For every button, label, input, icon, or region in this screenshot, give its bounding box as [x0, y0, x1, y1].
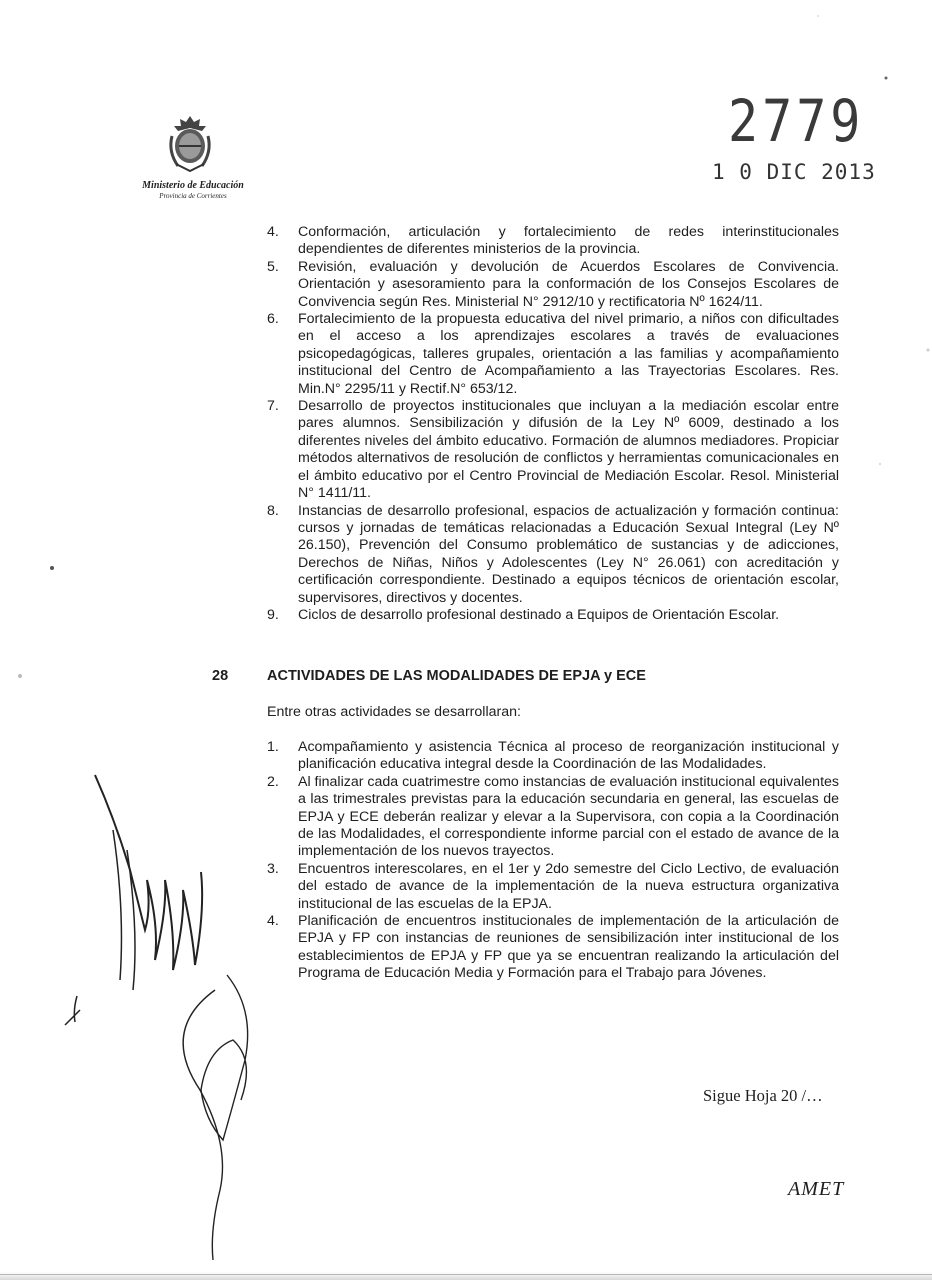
item-number: 1.	[267, 739, 279, 755]
continues-note: Sigue Hoja 20 /…	[703, 1086, 823, 1105]
item-text: Revisión, evaluación y devolución de Acuerdos Escolares de Convivencia. Orientación y asesoramiento para la conformación de los Consejos Escolares de Convivencia según Res. Ministerial N° 2912/10 y rectificatoria Nº 1624/11.	[298, 258, 839, 310]
item-number: 2.	[267, 773, 279, 790]
list-item	[267, 607, 839, 624]
section-intro: Entre otras actividades se desarrollaran:	[267, 704, 521, 720]
item-number: 7.	[267, 398, 279, 415]
provincial-seal-icon	[166, 114, 214, 174]
section-title: ACTIVIDADES DE LAS MODALIDADES DE EPJA y ECE	[267, 668, 646, 684]
list-item	[267, 739, 839, 774]
list-item	[267, 913, 839, 983]
list-item	[267, 503, 839, 607]
item-number: 3.	[267, 860, 279, 877]
handwritten-signature	[55, 760, 275, 1260]
item-number: 6.	[267, 311, 279, 328]
initials-stamp: AMET	[788, 1178, 845, 1200]
date-stamp: 1 0 DIC 2013	[712, 160, 876, 184]
item-text: Encuentros interescolares, en el 1er y 2do semestre del Ciclo Lectivo, de evaluación del estado de avance de la implementación de la nueva estructura organizativa institucional de las escuelas de la EPJA.	[298, 860, 839, 912]
activities-list-bottom	[267, 739, 839, 983]
scan-edge-line	[0, 1274, 932, 1275]
item-number: 4.	[267, 913, 279, 930]
item-text: Desarrollo de proyectos institucionales que incluyan a la mediación escolar entre pares alumnos. Sensibilización y difusión de la Ley Nº 6009, destinado a los diferentes niveles del ámbito educativo. Formación de alumnos mediadores. Propiciar métodos alternativos de resolución de conflictos y herramientas comunicacionales en el ámbito educativo por el Centro Provincial de Mediación Escolar. Resol. Ministerial N° 1411/11.	[298, 398, 839, 502]
item-number: 9.	[267, 606, 279, 623]
resolution-number-stamp: 2779	[728, 88, 865, 155]
list-item	[267, 774, 839, 861]
item-text: Fortalecimiento de la propuesta educativa del nivel primario, a niños con dificultades en el acceso a los aprendizajes escolares a través de evaluaciones psicopedagógicas, talleres grupales, orientación a las familias y acompañamiento institucional del Centro de Acompañamiento a las Trayectorias Escolares. Res. Min.N° 2295/11 y Rectif.N° 653/12.	[298, 311, 839, 397]
item-text: Instancias de desarrollo profesional, espacios de actualización y formación continua: cursos y jornadas de temáticas relacionadas a Educación Sexual Integral (Ley Nº 26.150), Prevención del Consumo problemático de sustancias y de adicciones, Derechos de Niñas, Niños y Adolescentes (Ley N° 26.061) con acreditación y certificación correspondiente. Destinado a equipos técnicos de orientación escolar, supervisores, directivos y docentes.	[298, 502, 839, 606]
list-item	[267, 311, 839, 398]
province-name: Provincia de Corrientes	[159, 192, 227, 200]
list-item	[267, 224, 839, 259]
ministry-name: Ministerio de Educación	[142, 180, 244, 191]
item-text: Planificación de encuentros institucionales de implementación de la articulación de EPJA y FP con instancias de reuniones de sensibilización inter institucional de los establecimientos de EPJA y FP que ya se encuentran realizando la articulación del Programa de Educación Media y Formación para el Trabajo para Jóvenes.	[298, 913, 839, 982]
item-text: Ciclos de desarrollo profesional destinado a Equipos de Orientación Escolar.	[298, 606, 780, 623]
list-item	[267, 259, 839, 311]
ministry-heading	[118, 180, 268, 202]
item-text: Acompañamiento y asistencia Técnica al proceso de reorganización institucional y planificación educativa integral desde la Coordinación de las Modalidades.	[298, 739, 839, 773]
section-number: 28	[212, 668, 229, 684]
item-number: 4.	[267, 224, 279, 240]
activities-list-top	[267, 224, 839, 624]
item-number: 5.	[267, 258, 279, 275]
list-item	[267, 861, 839, 913]
list-item	[267, 398, 839, 502]
item-number: 8.	[267, 502, 279, 519]
item-text: Conformación, articulación y fortalecimiento de redes interinstitucionales dependientes de diferentes ministerios de la provincia.	[298, 224, 839, 258]
item-text: Al finalizar cada cuatrimestre como instancias de evaluación institucional equivalentes a las trimestrales previstas para la educación secundaria en general, las escuelas de EPJA y ECE deberán realizar y elevar a la Supervisora, con copia a la Coordinación de las Modalidades, el correspondiente informe parcial con el estado de avance de la implementación de los nuevos trayectos.	[298, 773, 839, 860]
